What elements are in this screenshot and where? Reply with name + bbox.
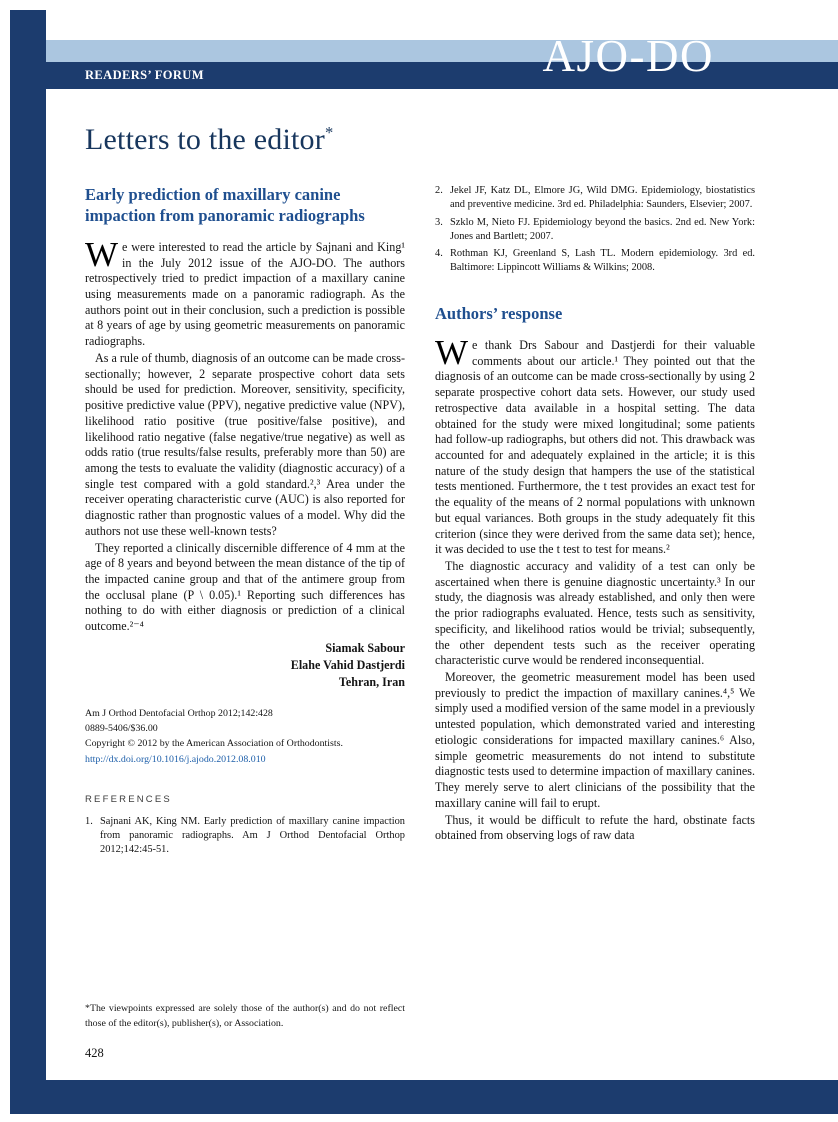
masthead-dark-band xyxy=(46,62,838,89)
response-paragraph-2: The diagnostic accuracy and validity of a test can only be ascertained when there is genuine diagnostic uncertainty.³ In our study, the diagnosis was already established, and only then were the prior radiographs evaluated. Hence, tests such as sensitivity, specificity, and likelihood ratios would be trivial; subsequently, the other dependent tests such as the receiver operating characteristic curve would be rendered inconsequential. xyxy=(435,559,755,668)
response-paragraph-1 xyxy=(435,332,755,558)
response-dropcap: W xyxy=(435,332,469,372)
left-accent-bar xyxy=(10,10,46,1114)
reference-item-3 xyxy=(435,216,755,245)
reference-number: 3. xyxy=(435,216,443,228)
page-body xyxy=(85,89,755,1061)
citation-line-2: 0889-5406/$36.00 xyxy=(85,722,158,734)
signature-location: Tehran, Iran xyxy=(338,674,405,689)
page-title xyxy=(85,123,755,157)
letter-paragraph-2: As a rule of thumb, diagnosis of an outcome can be made cross-sectionally; however, 2 separate prospective cohort data sets should be used for prediction. Moreover, sensitivity, specificity, positive predictive value (PPV), negative predictive value (NPV), likelihood ratio positive (true positive/false positive), and likelihood ratio negative (false negative/true negative) as well as odds ratio (true results/false results, preferably more than 50) are among the tests to evaluate the validity (diagnostic accuracy) of a single test compared with a gold standard.²,³ Area under the receiver operating characteristic curve (AUC) is also reported for diagnostic rather than prognostic values of a model. Why did the authors not use these well-known tests? xyxy=(85,350,405,538)
page-number: 428 xyxy=(85,1046,104,1060)
citation-line-3: Copyright © 2012 by the American Association of Orthodontists. xyxy=(85,738,343,750)
reference-item-4 xyxy=(435,247,755,276)
signature-author-2: Elahe Vahid Dastjerdi xyxy=(290,657,405,672)
letter-paragraph-3: They reported a clinically discernible difference of 4 mm at the age of 8 years and beyond between the mean distance of the tip of the impacted canine group and that of the antimere group from the occlusal plane (P \ 0.05).¹ Reporting such differences has nothing to do with either diagnosis or prediction of a clinical outcome.²⁻⁴ xyxy=(85,540,405,634)
letter-dropcap: W xyxy=(85,234,119,274)
reference-number: 1. xyxy=(85,815,93,827)
reference-item-2 xyxy=(435,184,755,213)
response-paragraph-4: Thus, it would be difficult to refute the hard, obstinate facts obtained from observing logs of raw data xyxy=(435,812,755,843)
reference-item-1 xyxy=(85,815,405,858)
response-heading: Authors’ response xyxy=(435,303,563,323)
letter-heading: Early prediction of maxillary canine impaction from panoramic radiographs xyxy=(85,185,365,226)
reference-text: Jekel JF, Katz DL, Elmore JG, Wild DMG. Epidemiology, biostatistics and preventive medicine. 3rd ed. Philadelphia: Saunders, Elsevier; 2007. xyxy=(450,185,755,211)
reference-number: 2. xyxy=(435,185,443,196)
references-heading: REFERENCES xyxy=(85,793,172,805)
signature-author-1: Siamak Sabour xyxy=(325,640,405,655)
page-title-text: Letters to the editor xyxy=(85,123,325,156)
citation-line-1: Am J Orthod Dentofacial Orthop 2012;142:428 xyxy=(85,707,273,719)
letter-paragraph-1 xyxy=(85,234,405,350)
response-paragraph-3: Moreover, the geometric measurement model has been used previously to predict the impaction of maxillary canines.⁴,⁵ We simply used a modified version of the same model in a previously untested population, which demonstrated varied and interesting etiologic considerations for impacted maxillary canines.⁶ Also, simple geometric measurements do not intend to substitute diagnostic tests used to determine impaction of maxillary canines. They merely serve to alert clinicians of the possibility that the maxillary canine will fail to erupt. xyxy=(435,670,755,810)
letter-column xyxy=(85,184,405,1032)
signature-block xyxy=(85,640,405,691)
reference-text: Szklo M, Nieto FJ. Epidemiology beyond the basics. 2nd ed. New York: Jones and Bartlett; 2007. xyxy=(450,216,755,242)
bottom-accent-bar xyxy=(10,1080,838,1114)
viewpoints-footnote: *The viewpoints expressed are solely those of the author(s) and do not reflect those of the editor(s), publisher(s), or Association. xyxy=(85,1003,405,1030)
response-paragraph-1-text: e thank Drs Sabour and Dastjerdi for their valuable comments about our article.¹ They pointed out that the diagnosis of an outcome can be made cross-sectionally by using 2 separate prospective cohort data sets. However, our study used retrospective data available in a hospital setting. The data obtained for the study were mixed longitudinal; some patients had follow-up radiographs, but others did not. This drawback was accounted for and adequately explained in the article; it is this nature of the study design that hampers the use of the statistical tests mentioned. Furthermore, the t test provides an exact test for the equality of the means of 2 normal populations with unknown but equal variances. Both groups in the study adequately fit this criterion (since they were derived from the same data set); hence, it was decided to use the t test to test for means.² xyxy=(435,337,755,557)
doi-link[interactable]: http://dx.doi.org/10.1016/j.ajodo.2012.08.010 xyxy=(85,753,266,765)
letter-paragraph-1-text: e were interested to read the article by Sajnani and King¹ in the July 2012 issue of the AJO-DO. The authors retrospectively tried to predict impaction of a maxillary canine using measurements made on a panoramic radiograph. As the authors point out in their conclusion, such a prediction is possible at 8 years of age by using geometric measurements on panoramic radiographs. xyxy=(85,239,405,349)
two-column-layout xyxy=(85,184,755,1032)
reference-text: Rothman KJ, Greenland S, Lash TL. Modern epidemiology. 3rd ed. Baltimore: Lippincott Williams & Wilkins; 2008. xyxy=(450,248,755,274)
response-column xyxy=(435,184,755,844)
citation-block xyxy=(85,706,405,767)
title-footnote-mark: * xyxy=(324,123,334,142)
journal-logo: AJO-DO xyxy=(542,31,714,81)
reference-number: 4. xyxy=(435,248,443,259)
references-continued xyxy=(435,184,755,276)
section-label: READERS’ FORUM xyxy=(85,68,204,82)
reference-text: Sajnani AK, King NM. Early prediction of maxillary canine impaction from panoramic radiographs. Am J Orthod Dentofacial Orthop 2012;142:45-51. xyxy=(100,815,405,856)
masthead-light-band xyxy=(46,40,838,62)
